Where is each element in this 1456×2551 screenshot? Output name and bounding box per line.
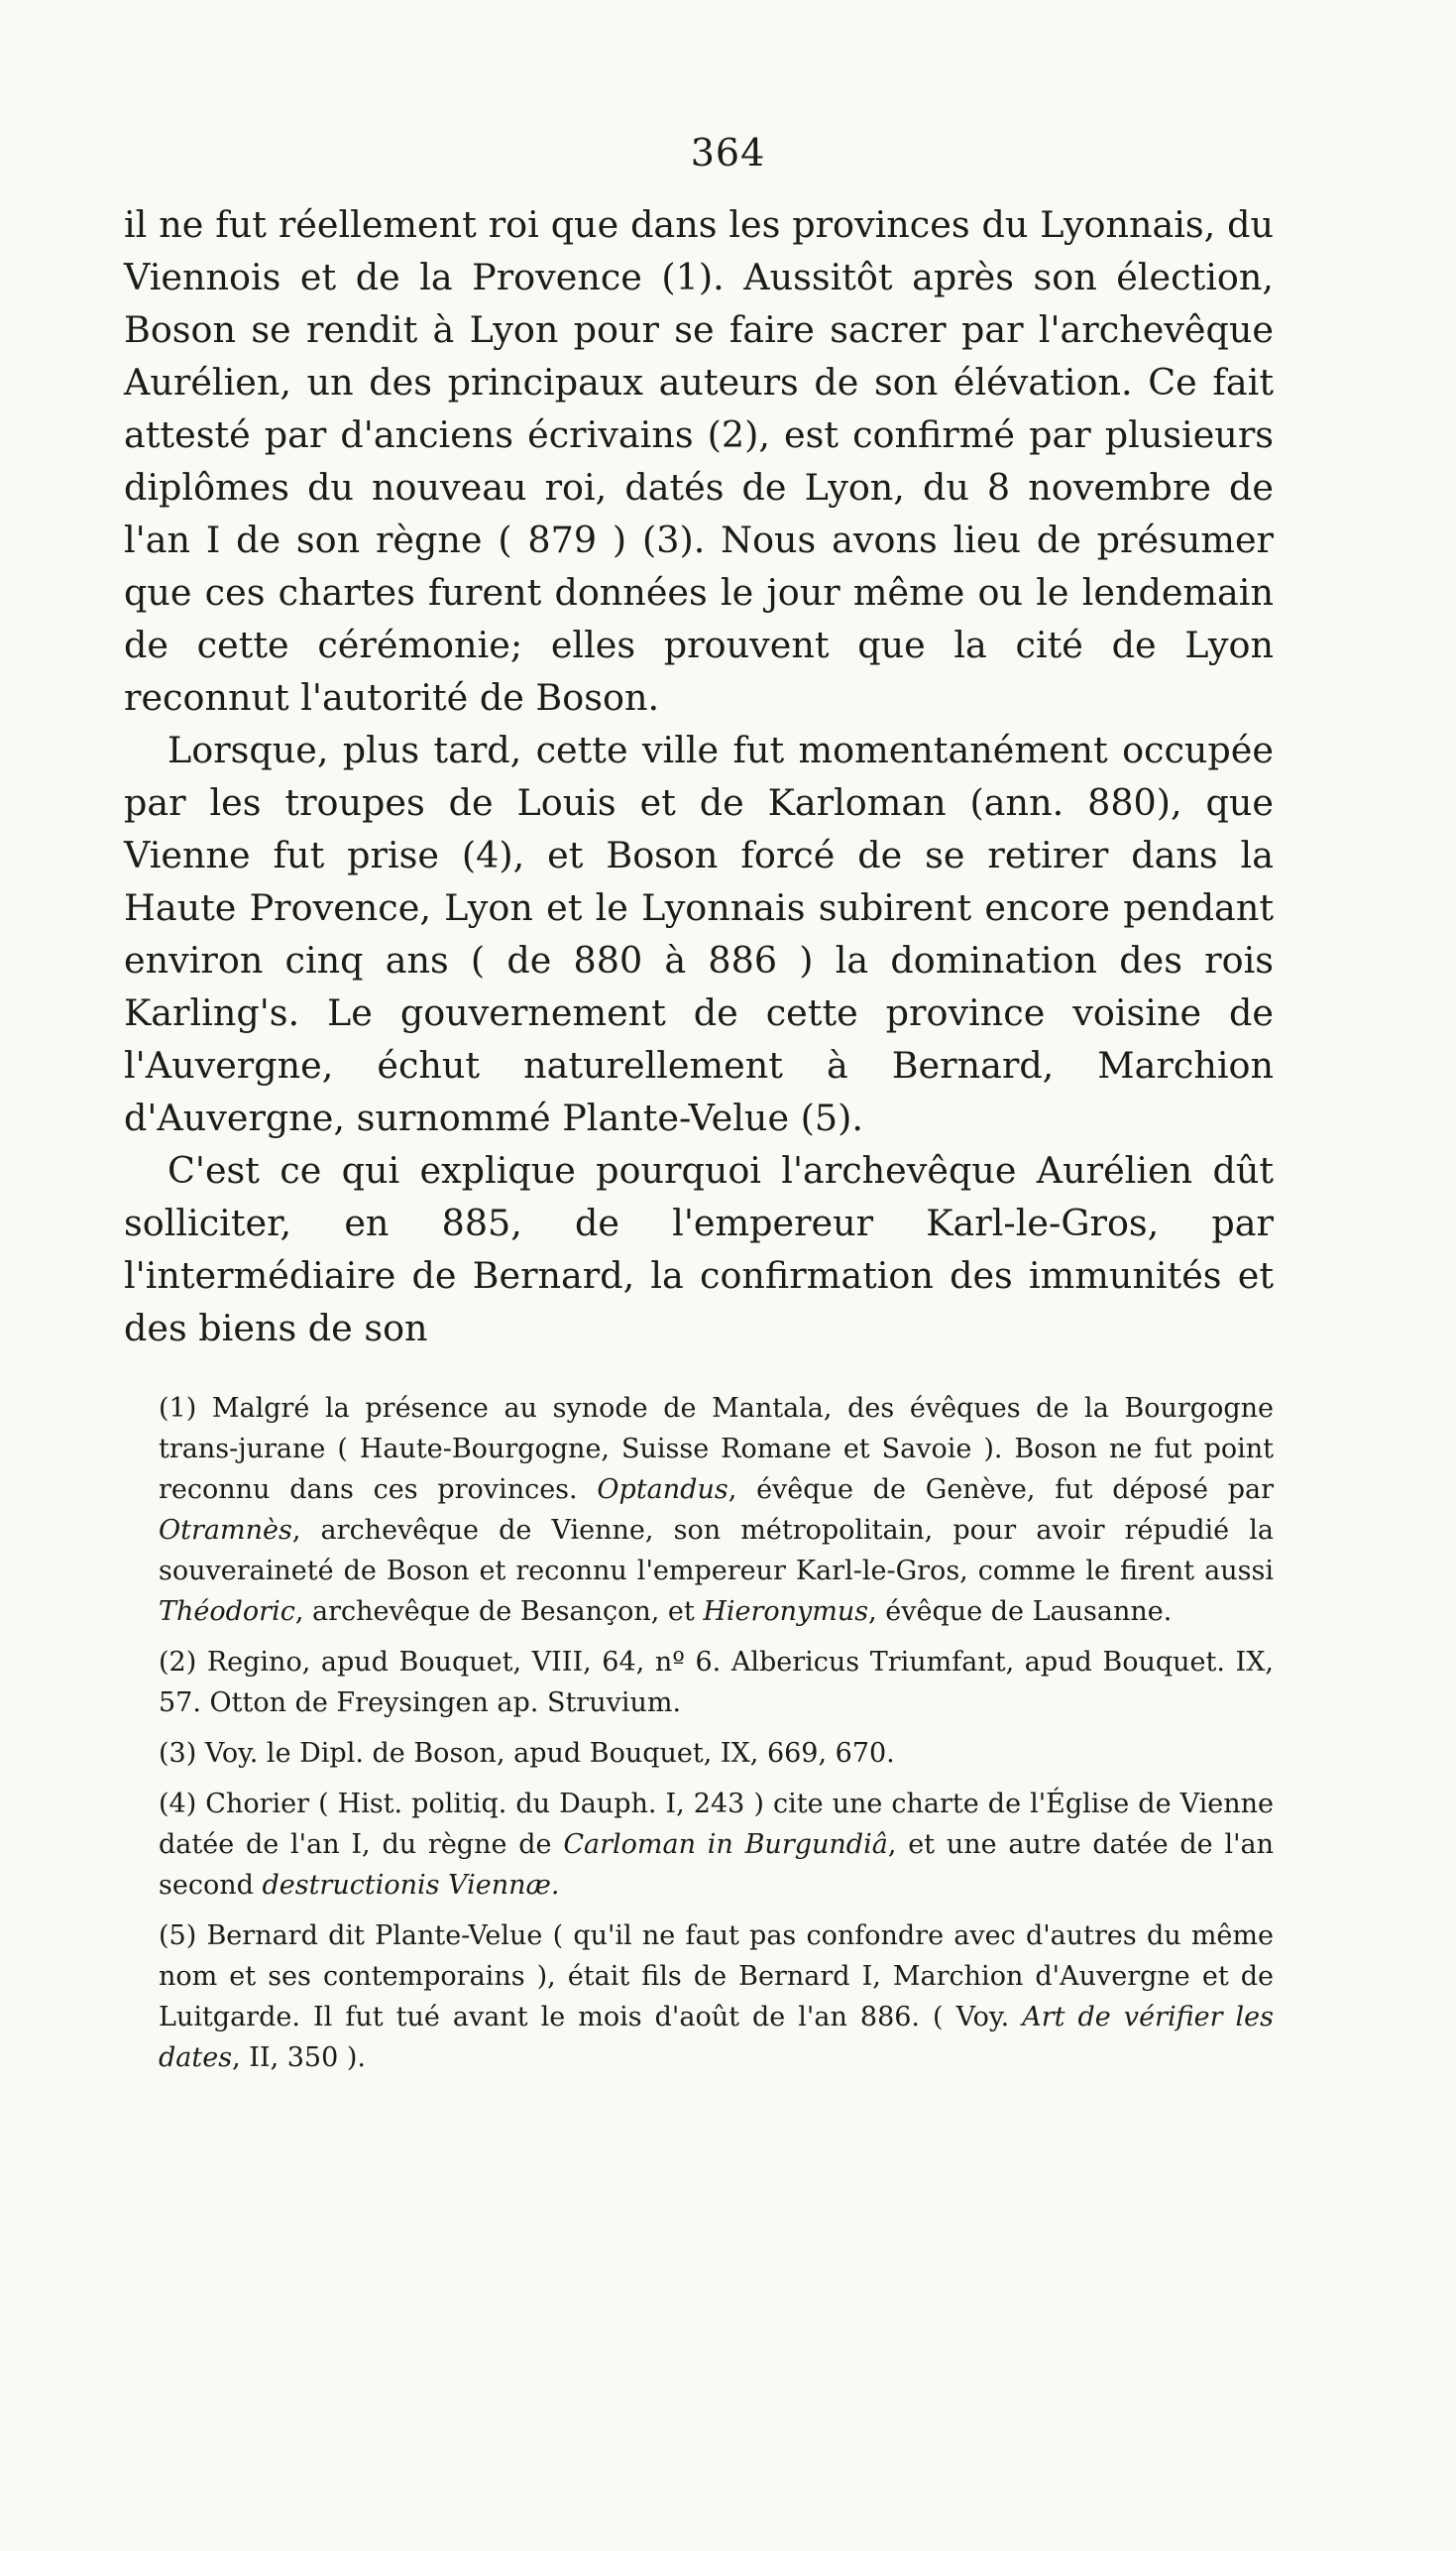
footnote-1-text: (1) Malgré la présence au synode de Mantala, des évêques de la Bourgogne trans-jurane ( Haute-Bourgogne, Suisse Romane et Savoie ). Boson ne fut point reconnu dans ces provinces. <box>159 1393 1274 1505</box>
paragraph-3: C'est ce qui explique pourquoi l'archevêque Aurélien dût solliciter, en 885, de l'empereur Karl-le-Gros, par l'intermédiaire de Bernard, la confirmation des immunités et des biens de son <box>124 1149 1274 1349</box>
footnote-2: (2) Regino, apud Bouquet, VIII, 64, nº 6. Albericus Triumfant, apud Bouquet. IX, 57. Otton de Freysingen ap. Struvium. <box>159 1647 1274 1718</box>
main-text <box>124 198 1274 1354</box>
footnote-5-text: , II, 350 ). <box>232 2042 366 2073</box>
page-number: 364 <box>690 131 766 174</box>
footnote-4-text: (4) Chorier ( Hist. politiq. du Dauph. I, 243 ) cite une charte de l'Église de Vienne datée de l'an I, du règne de <box>159 1789 1274 1860</box>
footnote-1 <box>159 1388 1274 1632</box>
footnote-1-name-otramnes: Otramnès <box>159 1515 292 1546</box>
footnote-4 <box>159 1784 1274 1906</box>
footnote-5 <box>159 1915 1274 2078</box>
footnotes <box>159 1388 1274 2088</box>
footnote-4-text: , et une autre datée de l'an second <box>159 1829 1274 1901</box>
footnote-1-text: , archevêque de Besançon, et <box>294 1596 704 1627</box>
footnote-1-text: , archevêque de Vienne, son métropolitain, pour avoir répudié la souveraineté de Boson et reconnu l'empereur Karl-le-Gros, comme le firent aussi <box>159 1515 1274 1586</box>
footnote-1-name-theodoric: Théodoric <box>159 1596 295 1627</box>
paragraph-2: Lorsque, plus tard, cette ville fut momentanément occupée par les troupes de Louis et de Karloman (ann. 880), que Vienne fut prise (4), et Boson forcé de se retirer dans la Haute Provence, Lyon et le Lyonnais subirent encore pendant environ cinq ans ( de 880 à 886 ) la domination des rois Karling's. Le gouvernement de cette province voisine de l'Auvergne, échut naturellement à Bernard, Marchion d'Auvergne, surnommé Plante-Velue (5). <box>124 729 1274 1139</box>
footnote-1-text: , évêque de Lausanne. <box>868 1596 1173 1627</box>
footnote-1-text: , évêque de Genève, fut déposé par <box>728 1474 1274 1505</box>
footnote-1-name-optandus: Optandus <box>597 1474 728 1505</box>
paragraph-1: il ne fut réellement roi que dans les provinces du Lyonnais, du Viennois et de la Provence (1). Aussitôt après son élection, Boson se rendit à Lyon pour se faire sacrer par l'archevêque Aurélien, un des principaux auteurs de son élévation. Ce fait attesté par d'anciens écrivains (2), est confirmé par plusieurs diplômes du nouveau roi, datés de Lyon, du 8 novembre de l'an I de son règne ( 879 ) (3). Nous avons lieu de présumer que ces chartes furent données le jour même ou le lendemain de cette cérémonie; elles prouvent que la cité de Lyon reconnut l'autorité de Boson. <box>124 203 1274 719</box>
footnote-4-italic: Carloman in Burgundiâ <box>563 1829 888 1860</box>
footnote-4-italic: destructionis Viennæ. <box>262 1870 560 1901</box>
footnote-1-name-hieronymus: Hieronymus <box>703 1596 869 1627</box>
footnote-3: (3) Voy. le Dipl. de Boson, apud Bouquet, IX, 669, 670. <box>159 1738 895 1769</box>
footnote-5-text: (5) Bernard dit Plante-Velue ( qu'il ne faut pas confondre avec d'autres du même nom et ses contemporains ), était fils de Bernard I, Marchion d'Auvergne et de Luitgarde. Il fut tué avant le mois d'août de l'an 886. ( Voy. <box>159 1920 1274 2032</box>
footnote-5-italic: Art de vérifier les dates <box>159 2002 1274 2073</box>
